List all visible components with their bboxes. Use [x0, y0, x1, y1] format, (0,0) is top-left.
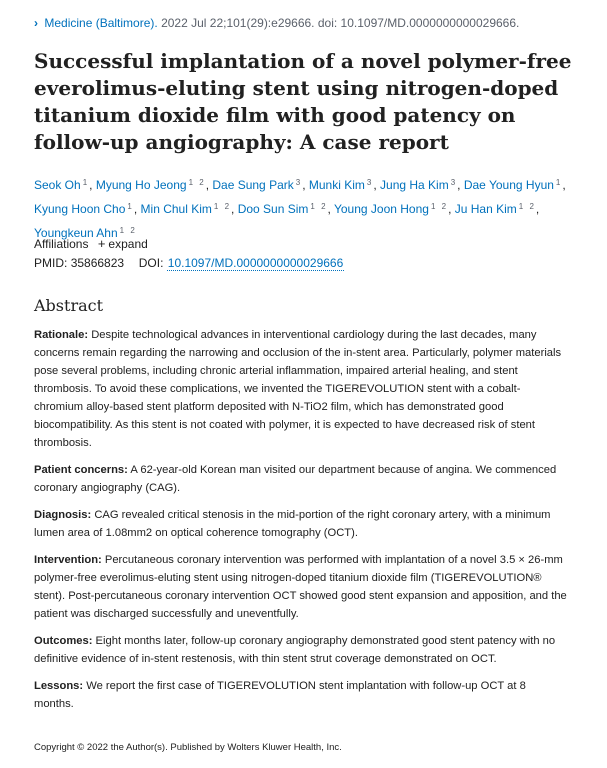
author-link[interactable]: Doo Sun Sim $^{1 2}$ — [237, 202, 328, 216]
author-link[interactable]: Seok Oh $^1$ — [34, 178, 90, 192]
abstract-body — [34, 326, 568, 722]
author-link[interactable]: Min Chul Kim $^{1 2}$ — [140, 202, 232, 216]
doi-link[interactable]: 10.1097/MD.0000000000029666 — [167, 256, 344, 270]
author-link[interactable]: Jung Ha Kim $^3$ — [380, 178, 458, 192]
citation-line — [34, 16, 519, 30]
author-link[interactable]: Youngkeun Ahn $^{1 2}$ — [34, 226, 137, 240]
journal-link[interactable]: Medicine (Baltimore). — [44, 16, 158, 30]
author-link[interactable]: Ju Han Kim $^{1 2}$ — [454, 202, 536, 216]
author-link[interactable]: Kyung Hoon Cho $^1$ — [34, 202, 134, 216]
author-link[interactable]: Myung Ho Jeong $^{1 2}$ — [95, 178, 206, 192]
affiliations-row — [34, 236, 148, 251]
author-list: Seok Oh $^1$, Myung Ho Jeong $^{1 2}$, Dae Sung Park $^3$, Munki Kim $^3$, Jung Ha Kim $^3$, Dae Young Hyun $^1$, Kyung Hoon Cho $^1$, Min Chul Kim $^{1 2}$, Doo Sun Sim $^{1 2}$, Young Joon Hong $^{1 2}$, Ju Han Kim $^{1 2}$, Youngkeun Ahn $^{1 2}$ — [34, 178, 566, 240]
affiliations-label: Affiliations — [34, 237, 89, 251]
abstract-section-diagnosis: Diagnosis: CAG revealed critical stenosis in the mid-portion of the right coronary artery, with a minimum lumen area of 1.08mm2 on optical coherence tomography (OCT). — [34, 509, 551, 539]
abstract-section-lessons: Lessons: We report the first case of TIGEREVOLUTION stent implantation with follow-up OCT at 8 months. — [34, 680, 526, 710]
abstract-section-rationale: Rationale: Despite technological advances in interventional cardiology during the last decades, many concerns remain regarding the narrowing and occlusion of the in-stent area. Particularly, polymer materials pose several problems, including chronic arterial inflammation, impaired arterial healing, and stent thrombosis. To avoid these complications, we invented the TIGEREVOLUTION stent with a cobalt-chromium alloy-based stent platform deposited with N-TiO2 film, which has demonstrated good biocompatibility. As this stent is not coated with polymer, it is expected to have decreased risk of stent thrombosis. — [34, 329, 562, 449]
author-link[interactable]: Young Joon Hong $^{1 2}$ — [333, 202, 449, 216]
article-title: Successful implantation of a novel polymer-free everolimus-eluting stent using nitrogen-doped titanium dioxide film with good patency on follow-up angiography: A case report — [34, 49, 572, 154]
chevron-right-icon: › — [34, 16, 38, 30]
identifiers-row — [34, 256, 344, 270]
citation-details: 2022 Jul 22;101(29):e29666. doi: 10.1097/MD.0000000000029666. — [161, 16, 520, 30]
copyright-notice: Copyright © 2022 the Author(s). Published by Wolters Kluwer Health, Inc. — [34, 742, 342, 753]
author-link[interactable]: Munki Kim $^3$ — [308, 178, 374, 192]
abstract-heading: Abstract — [34, 296, 104, 315]
plus-icon: + — [97, 236, 106, 251]
doi-label: DOI: — [138, 256, 164, 270]
pmid-label: PMID: — [34, 256, 68, 270]
pmid-value: 35866823 — [70, 256, 125, 270]
affiliations-expand-button[interactable]: + expand — [97, 236, 148, 251]
author-link[interactable]: Dae Sung Park $^3$ — [212, 178, 303, 192]
abstract-section-intervention: Intervention: Percutaneous coronary intervention was performed with implantation of a novel 3.5 × 26-mm polymer-free everolimus-eluting stent using nitrogen-doped titanium dioxide film (TIGEREVOLUTION® stent). Post-percutaneous coronary intervention OCT showed good stent expansion and apposition, and the patient was discharged successfully and uneventfully. — [34, 554, 567, 620]
author-link[interactable]: Dae Young Hyun $^1$ — [463, 178, 563, 192]
abstract-section-patient-concerns: Patient concerns: A 62-year-old Korean man visited our department because of angina. We commenced coronary angiography (CAG). — [34, 464, 557, 494]
abstract-section-outcomes: Outcomes: Eight months later, follow-up coronary angiography demonstrated good stent patency with no definitive evidence of in-stent restenosis, with thin stent strut coverage demonstrated on OCT. — [34, 635, 556, 665]
